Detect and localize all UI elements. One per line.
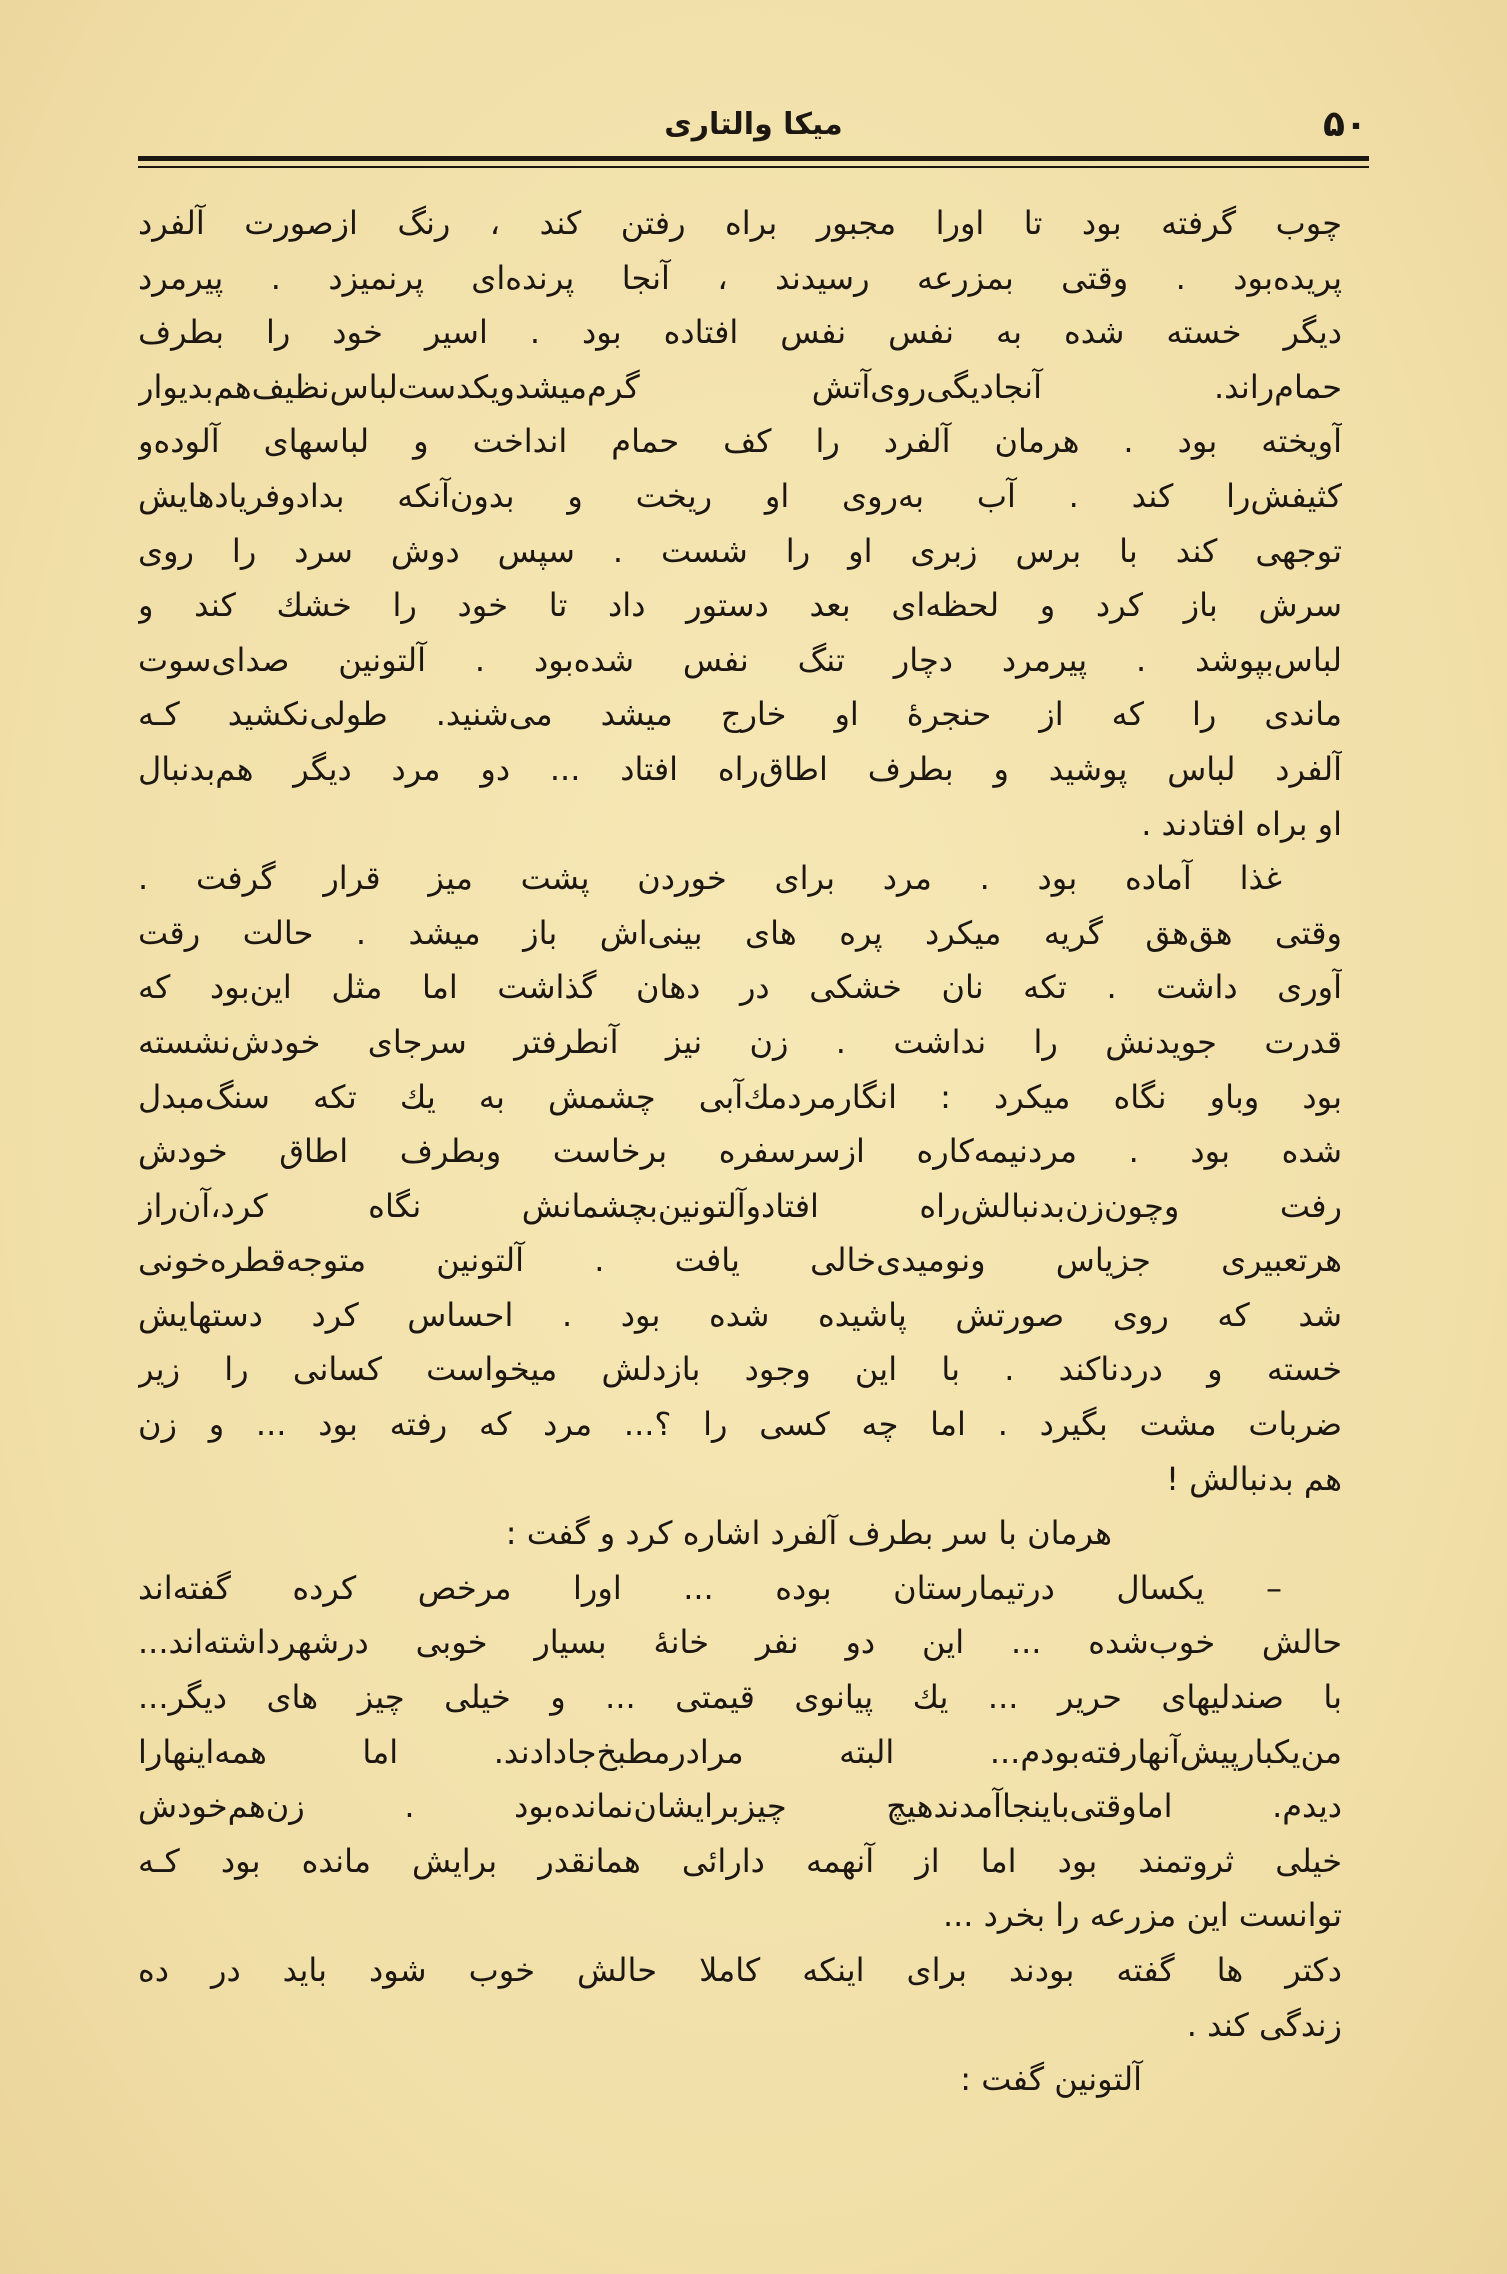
running-title: میکا والتاری (664, 107, 843, 142)
text-line: سرش باز کرد و لحظه‌ای بعد دستور داد تا خود را خشك کند و (138, 586, 1342, 625)
text-line: بود وباو نگاه میکرد : انگارمردمك‌آبی چشمش به یك تکه سنگ‌مبدل (138, 1077, 1342, 1116)
text-line: آویخته بود . هرمان آلفرد را کف حمام انداخت و لباسهای آلوده‌و (138, 422, 1342, 461)
text-line: آلفرد لباس پوشید و بطرف اطاق‌راه افتاد ... دو مرد دیگر هم‌بدنبال (138, 749, 1342, 788)
running-header (140, 100, 1367, 150)
text-line: پریده‌بود . وقتی بمزرعه رسیدند ، آنجا پرنده‌ای پرنمیزد . پیرمرد (138, 258, 1342, 297)
text-line: هم بدنبالش ! (1166, 1459, 1342, 1498)
body-text (138, 196, 1342, 2107)
text-line: او براه افتادند . (1141, 804, 1342, 843)
text-line: ماندی را که از حنجرهٔ او خارج میشد می‌شنید. طولی‌نکشید کـه (138, 695, 1342, 734)
paragraph-4 (138, 1561, 1342, 1943)
text-line: هرمان با سر بطرف آلفرد اشاره کرد و گفت : (505, 1514, 1112, 1553)
text-line: من‌یکبارپیش‌آنهارفته‌بودم... البته مرادرمطبخ‌جادادند. اما همه‌اینهارا (138, 1732, 1342, 1771)
text-line: کثیفش‌را کند . آب به‌روی او ریخت و بدون‌آنکه بدادوفریادهایش (138, 476, 1342, 515)
text-line: خیلی ثروتمند بود اما از آنهمه دارائی همانقدر برایش مانده بود کـه (138, 1841, 1342, 1880)
paragraph-6 (138, 2052, 1342, 2107)
text-line: توجهی کند با برس زبری او را شست . سپس دوش سرد را روی (138, 531, 1342, 570)
text-line: با صندلیهای حریر ... یك پیانوی قیمتی ... و خیلی چیز های دیگر... (138, 1678, 1342, 1717)
text-line: لباس‌بپوشد . پیرمرد دچار تنگ نفس شده‌بود . آلتونین صدای‌سوت (138, 640, 1342, 679)
text-line: غذا آماده بود . مرد برای خوردن پشت میز قرار گرفت . (138, 859, 1282, 898)
paragraph-1 (138, 196, 1342, 851)
paragraph-3 (138, 1506, 1342, 1561)
text-line: حالش خوب‌شده ... این دو نفر خانهٔ بسیار خوبی درشهرداشته‌اند... (138, 1623, 1342, 1662)
text-line: ضربات مشت بگیرد . اما چه کسی را ؟... مرد که رفته بود ... و زن (138, 1405, 1342, 1444)
text-line: زندگی کند . (1186, 2005, 1342, 2044)
text-line: شده بود . مردنیمه‌کاره ازسرسفره برخاست وبطرف اطاق خودش (138, 1132, 1342, 1171)
text-line: دیدم. اماوقتی‌باینجاآمدندهیچ چیزبرایشان‌نمانده‌بود . زن‌هم‌خودش (138, 1787, 1342, 1826)
text-line: چوب گرفته بود تا اورا مجبور براه رفتن کند ، رنگ ازصورت آلفرد (138, 204, 1342, 242)
text-line: حمام‌راند. آنجادیگی‌روی‌آتش گرم‌میشدویکدست‌لباس‌نظیف‌هم‌بدیوار (138, 367, 1342, 406)
header-rule-thick (138, 156, 1369, 161)
text-line: توانست این مزرعه را بخرد ... (942, 1896, 1342, 1935)
header-rule-thin (138, 166, 1369, 168)
text-line: وقتی هق‌هق گریه میکرد پره های بینی‌اش باز میشد . حالت رقت (138, 913, 1342, 952)
text-line: – یکسال درتیمارستان بوده ... اورا مرخص کرده گفته‌اند (138, 1568, 1282, 1607)
text-line: خسته و دردناکند . با این وجود بازدلش میخواست کسانی را زیر (138, 1350, 1342, 1389)
text-line: هرتعبیری جزیاس ونومیدی‌خالی یافت . آلتونین متوجه‌قطره‌خونی (138, 1241, 1342, 1280)
text-line: آلتونین گفت : (960, 2060, 1142, 2099)
text-line: دیگر خسته شده به نفس نفس افتاده بود . اسیر خود را بطرف (138, 313, 1342, 352)
text-line: دکتر ها گفته بودند برای اینکه کاملا حالش خوب شود باید در ده (138, 1951, 1342, 1989)
text-line: رفت وچون‌زن‌بدنبالش‌راه افتادوآلتونین‌بچشمانش نگاه کرد،آن‌راز (138, 1186, 1342, 1225)
paragraph-5 (138, 1943, 1342, 2052)
text-line: آوری داشت . تکه نان خشکی در دهان گذاشت اما مثل این‌بود که (138, 968, 1342, 1007)
paragraph-2 (138, 851, 1342, 1506)
text-line: قدرت جویدنش را نداشت . زن نیز آنطرفتر سرجای خودش‌نشسته (138, 1022, 1342, 1061)
page-number: ۵۰ (1323, 104, 1367, 145)
text-line: شد که روی صورتش پاشیده شده بود . احساس کرد دستهایش (138, 1295, 1342, 1334)
